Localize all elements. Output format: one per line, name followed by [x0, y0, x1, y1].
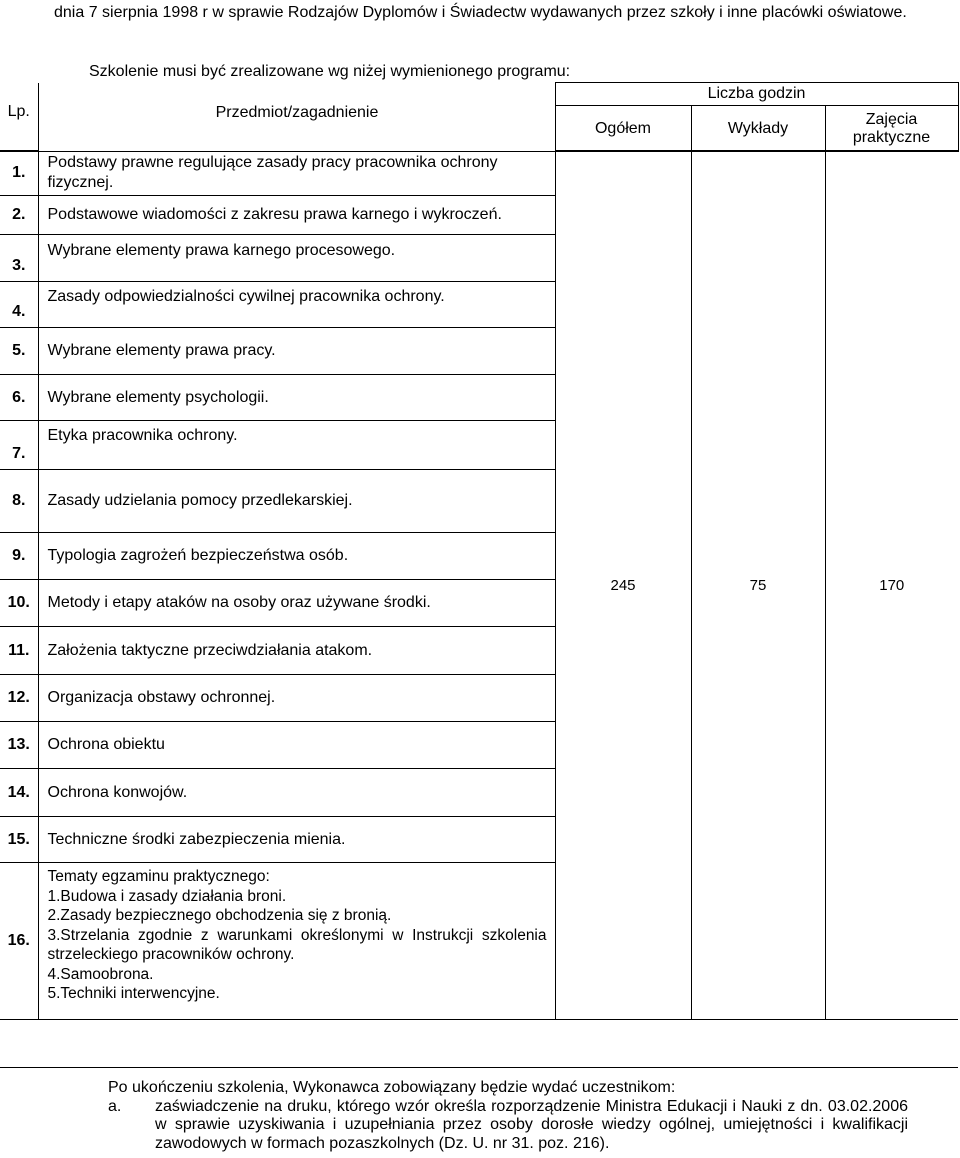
row-subject: Wybrane elementy prawa karnego procesowego. [38, 235, 555, 282]
row-subject: Organizacja obstawy ochronnej. [38, 675, 555, 722]
total-hours: 245 [610, 576, 636, 594]
row-subject: Ochrona konwojów. [38, 769, 555, 817]
row-number: 12. [0, 675, 38, 722]
lecture-hours-cell [691, 151, 825, 1020]
row-number: 16. [0, 863, 38, 1020]
row-number: 14. [0, 769, 38, 817]
row-number: 11. [0, 627, 38, 675]
program-body [0, 150, 958, 1068]
row-subject: Założenia taktyczne przeciwdziałania atakom. [38, 627, 555, 675]
row-number: 15. [0, 817, 38, 863]
practical-hours: 170 [879, 576, 905, 594]
row-number: 6. [0, 375, 38, 421]
row-number: 3. [0, 235, 38, 282]
row-number: 10. [0, 580, 38, 627]
closing-item-text: zaświadczenie na druku, którego wzór określa rozporządzenie Ministra Edukacji i Nauki z dn. 03.02.2006 w sprawie uzyskiwania i uzupełniania przez osoby dorosłe wiedzy ogólnej, umiejętności i kwalifikacji zawodowych w formach pozaszkolnych (Dz. U. nr 31. poz. 216). [155, 1097, 908, 1152]
program-intro: Szkolenie musi być zrealizowane wg niżej wymienionego programu: [89, 63, 571, 80]
row-subject: Wybrane elementy psychologii. [38, 375, 555, 421]
row-number: 5. [0, 328, 38, 375]
row-subject: Wybrane elementy prawa pracy. [38, 328, 555, 375]
row-number: 1. [0, 151, 38, 196]
exam-item: 5.Techniki interwencyjne. [47, 985, 220, 1002]
row-subject: Ochrona obiektu [38, 722, 555, 769]
closing-item [108, 1098, 908, 1154]
footer-blank [0, 1020, 958, 1068]
header-hours-group: Liczba godzin [555, 83, 958, 106]
row-number: 2. [0, 196, 38, 235]
row-subject: Zasady odpowiedzialności cywilnej pracownika ochrony. [38, 282, 555, 328]
header-lp: Lp. [0, 83, 38, 152]
program-table [0, 82, 959, 152]
row-subject: Etyka pracownika ochrony. [38, 421, 555, 470]
exam-topics [38, 863, 555, 1020]
closing-item-mark: a. [108, 1097, 122, 1115]
table-row [0, 151, 958, 196]
table-footer-row [0, 1020, 958, 1068]
exam-item: 4.Samoobrona. [47, 965, 154, 983]
row-subject: Metody i etapy ataków na osoby oraz używane środki. [38, 580, 555, 627]
row-number: 8. [0, 470, 38, 533]
row-subject: Zasady udzielania pomocy przedlekarskiej. [38, 470, 555, 533]
row-number: 7. [0, 421, 38, 470]
header-total: Ogółem [555, 106, 691, 152]
exam-item: 3.Strzelania zgodnie z warunkami określonymi w Instrukcji szkolenia strzeleckiego pracowników ochrony. [47, 926, 547, 963]
row-subject: Podstawowe wiadomości z zakresu prawa karnego i wykroczeń. [38, 196, 555, 235]
closing-section [108, 1079, 908, 1153]
row-subject: Techniczne środki zabezpieczenia mienia. [38, 817, 555, 863]
intro-text: dnia 7 sierpnia 1998 r w sprawie Rodzajów Dyplomów i Świadectw wydawanych przez szkoły i inne placówki oświatowe. [54, 4, 907, 21]
practical-hours-cell [825, 151, 958, 1020]
row-subject: Typologia zagrożeń bezpieczeństwa osób. [38, 533, 555, 580]
row-number: 4. [0, 282, 38, 328]
lecture-hours: 75 [749, 576, 767, 594]
header-subject: Przedmiot/zagadnienie [38, 83, 555, 152]
exam-item: 2.Zasady bezpiecznego obchodzenia się z bronią. [47, 907, 392, 924]
row-number: 9. [0, 533, 38, 580]
total-hours-cell [555, 151, 691, 1020]
header-lectures: Wykłady [691, 106, 825, 152]
closing-lead: Po ukończeniu szkolenia, Wykonawca zobowiązany będzie wydać uczestnikom: [108, 1079, 676, 1096]
header-practical: Zajęcia praktyczne [825, 106, 958, 152]
exam-title: Tematy egzaminu praktycznego: [47, 868, 270, 885]
row-subject: Podstawy prawne regulujące zasady pracy pracownika ochrony fizycznej. [38, 151, 555, 196]
exam-item: 1.Budowa i zasady działania broni. [47, 887, 287, 905]
row-number: 13. [0, 722, 38, 769]
